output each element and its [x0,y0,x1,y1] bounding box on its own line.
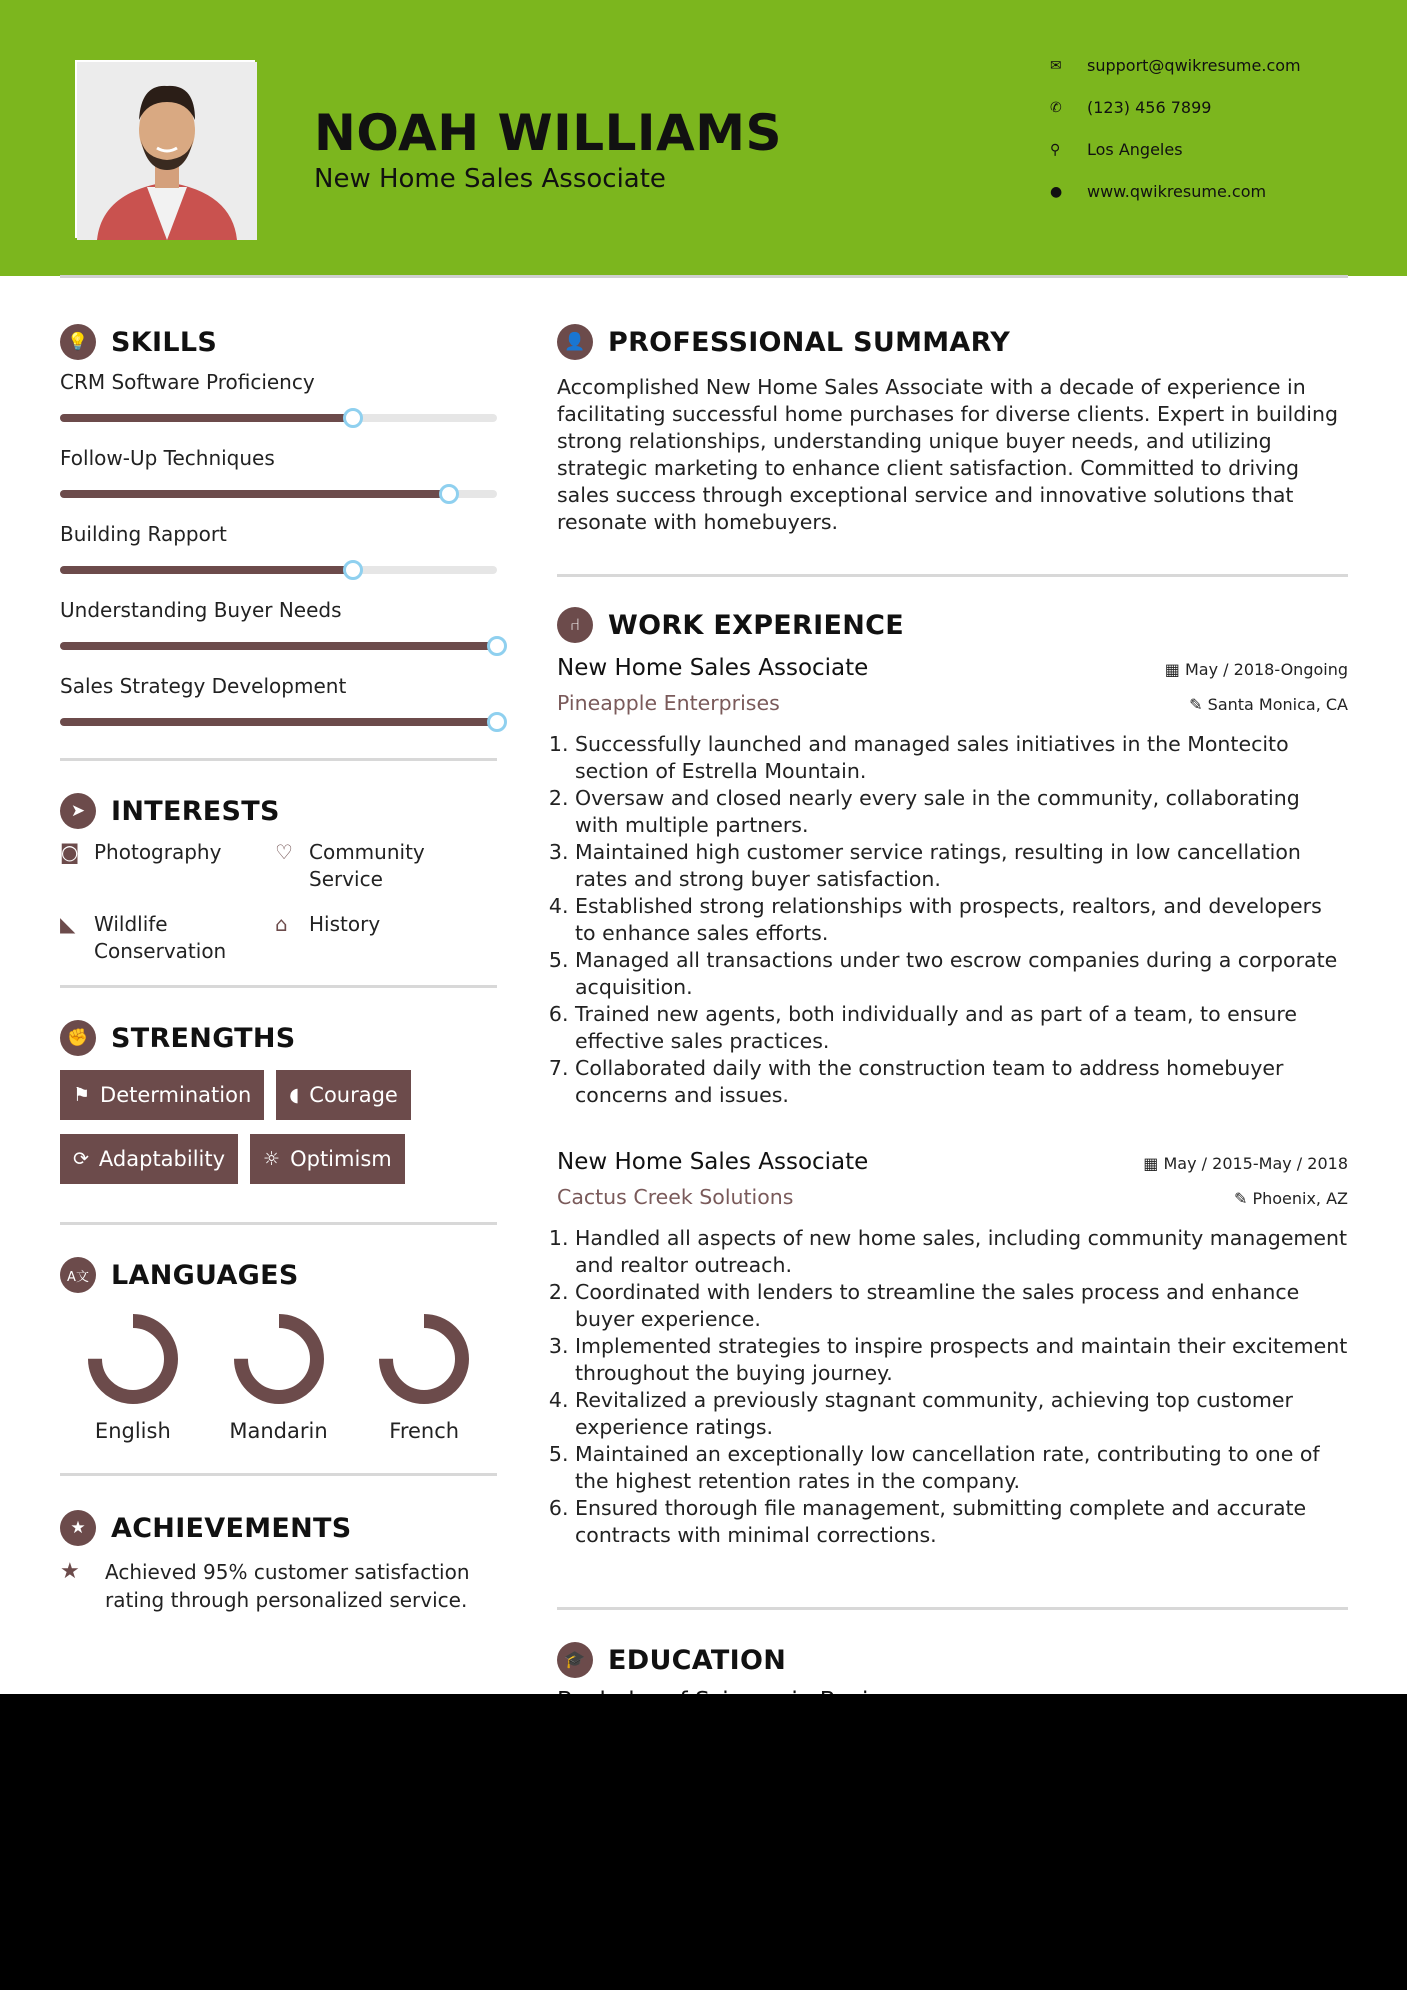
skill-bar-knob [487,712,507,732]
wildlife-icon: ◣ [60,912,76,936]
strength-tag [276,1070,411,1120]
skill-bar-fill [60,414,353,422]
language-name: Mandarin [229,1419,328,1443]
flag-icon: ⚑ [73,1084,91,1106]
museum-icon: ⌂ [275,912,288,936]
summary-title: PROFESSIONAL SUMMARY [608,326,1011,358]
job-bullet: 3. Maintained high customer service ratings, resulting in low cancellation rates and strong buyer satisfaction. [575,839,1348,893]
fist-icon: ✊ [60,1020,96,1056]
section-divider [60,1222,497,1225]
job-bullet: 1. Handled all aspects of new home sales, including community management and realtor outreach. [575,1225,1348,1279]
language-ring-arc [386,1321,462,1397]
profile-photo [75,60,255,238]
strength-tag [60,1134,238,1184]
strength-label: Optimism [290,1147,392,1171]
skill-item [60,516,497,592]
graduation-cap-icon: 🎓 [557,1642,593,1678]
envelope-icon: ✉ [1050,58,1062,74]
skill-bar [60,490,497,498]
strength-tag [250,1134,405,1184]
achievements-title: ACHIEVEMENTS [111,1512,352,1544]
job-location: ✎ Phoenix, AZ [1233,1189,1348,1208]
interests-heading [60,789,497,833]
interest-item [275,839,497,893]
hand-heart-icon: ♡ [275,840,293,864]
job-bullet: 3. Implemented strategies to inspire prospects and maintain their excitement throughout the buying journey. [575,1333,1348,1387]
job-bullet: 5. Managed all transactions under two escrow companies during a corporate acquisition. [575,947,1348,1001]
strengths-title: STRENGTHS [111,1022,296,1054]
skill-name: Understanding Buyer Needs [60,598,342,622]
strength-label: Determination [100,1083,252,1107]
languages-list [60,1297,497,1443]
contact-email-text: support@qwikresume.com [1087,56,1301,75]
skill-bar-fill [60,718,497,726]
job-bullets [557,731,1348,1109]
job-bullets [557,1225,1348,1549]
star-icon: ★ [60,1559,80,1584]
job-company: Cactus Creek Solutions [557,1185,794,1209]
skill-bar [60,414,497,422]
job-bullet: 4. Established strong relationships with prospects, realtors, and developers to enhance sales efforts. [575,893,1348,947]
job-company: Pineapple Enterprises [557,691,780,715]
language-ring-arc [95,1321,171,1397]
section-divider [60,985,497,988]
interest-label: History [309,912,381,936]
language-ring-arc [241,1321,317,1397]
interests-title: INTERESTS [111,795,280,827]
experience-title: WORK EXPERIENCE [608,609,904,641]
job-entry [557,1149,1348,1549]
contact-email[interactable] [1050,56,1350,98]
empty-band [0,1694,1407,1990]
job-bullet: 6. Trained new agents, both individually and as part of a team, to ensure effective sales practices. [575,1001,1348,1055]
skill-bar-fill [60,490,449,498]
interest-item [275,911,497,965]
skill-item [60,592,497,668]
skill-bar [60,566,497,574]
skill-bar-knob [343,408,363,428]
job-bullet: 7. Collaborated daily with the construction team to address homebuyer concerns and issues. [575,1055,1348,1109]
job-title: New Home Sales Associate [557,1149,869,1175]
language-item [351,1313,497,1443]
job-title: New Home Sales Associate [557,655,869,681]
section-divider [60,1473,497,1476]
achievement-item [60,1558,497,1614]
achievements-heading [60,1506,497,1550]
star-badge-icon: ★ [60,1510,96,1546]
interest-label: Community Service [309,840,425,891]
pin-icon: ✎ [1233,1189,1253,1208]
language-name: English [94,1419,171,1443]
phone-icon: ✆ [1050,100,1062,116]
summary-heading [557,320,1348,364]
lightbulb-icon: 💡 [60,324,96,360]
job-bullet: 2. Oversaw and closed nearly every sale in the community, collaborating with multiple partners. [575,785,1348,839]
skill-bar [60,642,497,650]
skill-bar-knob [343,560,363,580]
strength-tag [60,1070,264,1120]
header-divider [60,275,1348,278]
job-bullet: 4. Revitalized a previously stagnant community, achieving top customer experience ratings. [575,1387,1348,1441]
contact-location-text: Los Angeles [1087,140,1183,159]
contact-website-text: www.qwikresume.com [1087,182,1267,201]
sun-icon: ☼ [263,1148,281,1170]
skill-item [60,440,497,516]
right-column [557,320,1348,1714]
job-dates: ▦ May / 2018-Ongoing [1164,660,1348,679]
section-divider [60,758,497,761]
skill-name: CRM Software Proficiency [60,370,315,394]
job-bullet: 5. Maintained an exceptionally low cancellation rate, contributing to one of the highest retention rates in the company. [575,1441,1348,1495]
achievement-text: Achieved 95% customer satisfaction rating through personalized service. [105,1560,470,1612]
strengths-list [60,1060,497,1184]
calendar-icon: ▦ [1164,660,1185,679]
experience-heading [557,603,1348,647]
contact-location [1050,140,1350,182]
job-entry [557,655,1348,1109]
candidate-title: New Home Sales Associate [314,164,666,194]
language-ring [87,1313,179,1405]
skills-heading [60,320,497,364]
strengths-heading [60,1016,497,1060]
skill-item [60,364,497,440]
refresh-icon: ⟳ [73,1148,89,1170]
interest-item [60,839,275,893]
section-divider [557,574,1348,577]
achievements-list [60,1558,497,1614]
camera-icon: ◙ [60,840,80,864]
candidate-name: NOAH WILLIAMS [314,104,782,162]
language-item [206,1313,352,1443]
interest-item [60,911,275,965]
job-bullet: 2. Coordinated with lenders to streamline the sales process and enhance buyer experience. [575,1279,1348,1333]
skill-name: Building Rapport [60,522,227,546]
paper-plane-icon: ➤ [60,793,96,829]
strength-label: Courage [309,1083,398,1107]
strength-label: Adaptability [98,1147,226,1171]
skill-bar-knob [487,636,507,656]
skill-bar-fill [60,566,353,574]
left-column [60,320,497,1614]
languages-heading [60,1253,497,1297]
contact-phone[interactable] [1050,98,1350,140]
language-ring [233,1313,325,1405]
education-heading [557,1638,1348,1682]
profile-photo-illustration [77,62,257,240]
globe-icon: ● [1050,184,1063,200]
interests-list [60,833,497,965]
job-bullet: 6. Ensured thorough file management, submitting complete and accurate contracts with minimal corrections. [575,1495,1348,1549]
language-icon: A文 [60,1257,96,1293]
skill-bar-knob [439,484,459,504]
calendar-icon: ▦ [1143,1154,1164,1173]
shield-icon: ◖ [289,1084,300,1106]
skill-bar [60,718,497,726]
skills-title: SKILLS [111,326,218,358]
skills-list [60,364,497,744]
pin-icon: ✎ [1189,695,1208,714]
job-location: ✎ Santa Monica, CA [1189,695,1348,714]
contact-phone-text: (123) 456 7899 [1087,98,1212,117]
section-divider [557,1607,1348,1610]
user-icon: 👤 [557,324,593,360]
job-dates: ▦ May / 2015-May / 2018 [1143,1154,1348,1173]
skill-name: Follow-Up Techniques [60,446,275,470]
skill-name: Sales Strategy Development [60,674,347,698]
language-item [60,1313,206,1443]
interest-label: Wildlife Conservation [94,912,227,963]
interest-label: Photography [94,840,222,864]
office-chair-icon: ⑁ [557,607,593,643]
map-marker-icon: ⚲ [1050,142,1061,158]
language-ring [378,1313,470,1405]
language-name: French [389,1419,460,1443]
resume-header [0,0,1407,276]
education-title: EDUCATION [608,1644,787,1676]
skill-bar-fill [60,642,497,650]
contact-website[interactable] [1050,182,1350,224]
skill-item [60,668,497,744]
languages-title: LANGUAGES [111,1259,299,1291]
summary-text: Accomplished New Home Sales Associate with a decade of experience in facilitating successful home purchases for diverse clients. Expert in building strong relationships, understanding unique buyer needs, and utilizing strategic marketing to enhance client satisfaction. Committed to driving sales success through exceptional service and innovative solutions that resonate with homebuyers. [557,375,1338,534]
job-bullet: 1. Successfully launched and managed sales initiatives in the Montecito section of Estrella Mountain. [575,731,1348,785]
contact-list [1050,56,1350,224]
